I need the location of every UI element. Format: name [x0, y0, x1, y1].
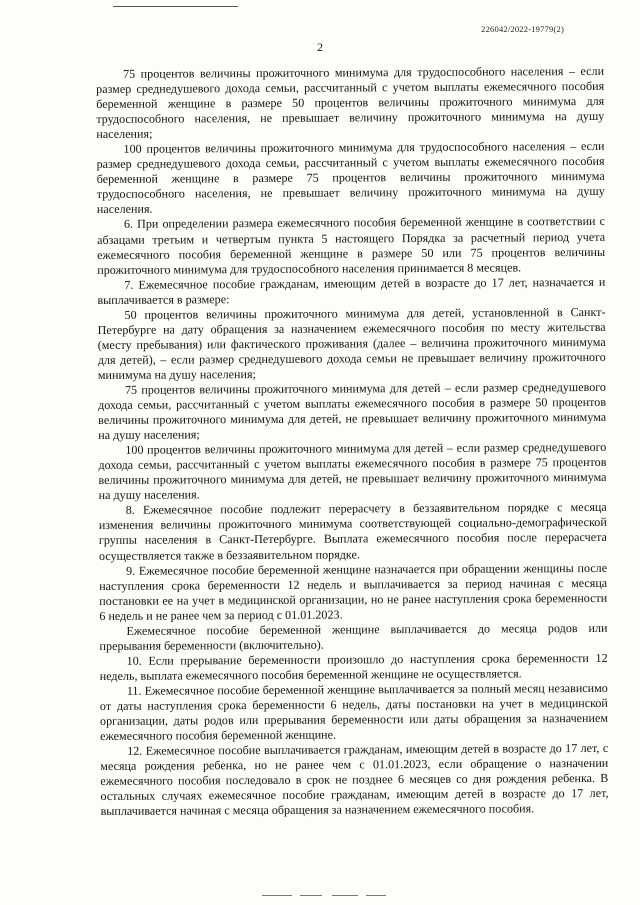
paragraph: 9. Ежемесячное пособие беременной женщине назначается при обращении женщины после наступления срока беременности 12 недель и выплачивается за период начиная с месяца постановки ее на учет в медицинской организации, но не ранее наступления срока беременности 6 недель и не ранее чем за период с 01.01.2023. — [99, 560, 608, 623]
paragraph: 75 процентов величины прожиточного минимума для трудоспособного населения – если размер среднедушевого дохода семьи, рассчитанный с учетом выплаты ежемесячного пособия беременной женщине в размере 50 процентов величины прожиточного минимума для трудоспособного населения, не превышает величину прожиточного минимума на душу населения; — [96, 63, 605, 142]
paragraph: 7. Ежемесячное пособие гражданам, имеющим детей в возрасте до 17 лет, назначается и выплачивается в размере: — [97, 274, 606, 307]
document-number: 226042/2022-19779(2) — [481, 24, 564, 34]
paragraph: 10. Если прерывание беременности произошло до наступления срока беременности 12 недель, выплата ежемесячного пособия беременной женщине не осуществляется. — [99, 650, 608, 683]
paragraph: 50 процентов величины прожиточного минимума для детей, установленной в Санкт-Петербурге на дату обращения за назначением ежемесячного пособия по месту жительства (месту пребывания) или фактического проживания (далее – величина прожиточного минимума для детей), – если размер среднедушевого дохода семьи не превышает величину прожиточного минимума на душу населения; — [97, 304, 606, 382]
paragraph: 75 процентов величины прожиточного минимума для детей – если размер среднедушевого дохода семьи, рассчитанный с учетом выплаты ежемесячного пособия в размере 50 процентов величины прожиточного минимума для детей, не превышает величину прожиточного минимума на душу населения; — [98, 379, 607, 443]
top-rule — [113, 6, 238, 7]
paragraph: 12. Ежемесячное пособие выплачивается гражданам, имеющим детей в возрасте до 17 лет, с месяца рождения ребенка, но не ранее чем с 01.01.2023, если обращение о назначении ежемесячного пособия последовало в срок не позднее 6 месяцев со дня рождения ребенка. В остальных случаях ежемесячное пособие гражданам, имеющим детей в возрасте до 17 лет, выплачивается начиная с месяца обращения за назначением ежемесячного пособия. — [100, 740, 609, 819]
paragraph: 100 процентов величины прожиточного минимума для трудоспособного населения – если размер среднедушевого дохода семьи, рассчитанный с учетом выплаты ежемесячного пособия беременной женщине в размере 75 процентов величины прожиточного минимума трудоспособного населения, не превышает величину прожиточного минимума на душу населения. — [96, 139, 605, 217]
page-number: 2 — [317, 40, 323, 54]
bottom-scan-marks — [262, 895, 392, 897]
paragraph: 11. Ежемесячное пособие беременной женщине выплачивается за полный месяц независимо от даты наступления срока беременности 6 недель, даты постановки на учет в медицинской организации, даты родов или прерывания беременности или даты обращения за назначением ежемесячного пособия беременной женщине. — [99, 680, 609, 744]
paragraph: 100 процентов величины прожиточного минимума для детей – если размер среднедушевого дохода семьи, рассчитанный с учетом выплаты ежемесячного пособия в размере 75 процентов величины прожиточного минимума для детей, не превышает величину прожиточного минимума на душу населения. — [98, 440, 607, 503]
body-text — [96, 64, 609, 819]
paragraph: 6. При определении размера ежемесячного пособия беременной женщине в соответствии с абзацами третьим и четвертым пункта 5 настоящего Порядка за расчетный период учета ежемесячного пособия беременной женщине в размере 50 или 75 процентов величины прожиточного минимума для трудоспособного населения принимается 8 месяцев. — [97, 214, 606, 277]
paragraph: 8. Ежемесячное пособие подлежит перерасчету в беззаявительном порядке с месяца изменения величины прожиточного минимума соответствующей социально-демографической группы населения в Санкт-Петербурге. Выплата ежемесячного пособия после перерасчета осуществляется также в беззаявительном порядке. — [98, 500, 607, 563]
paragraph: Ежемесячное пособие беременной женщине выплачивается до месяца родов или прерывания беременности (включительно). — [99, 620, 608, 653]
